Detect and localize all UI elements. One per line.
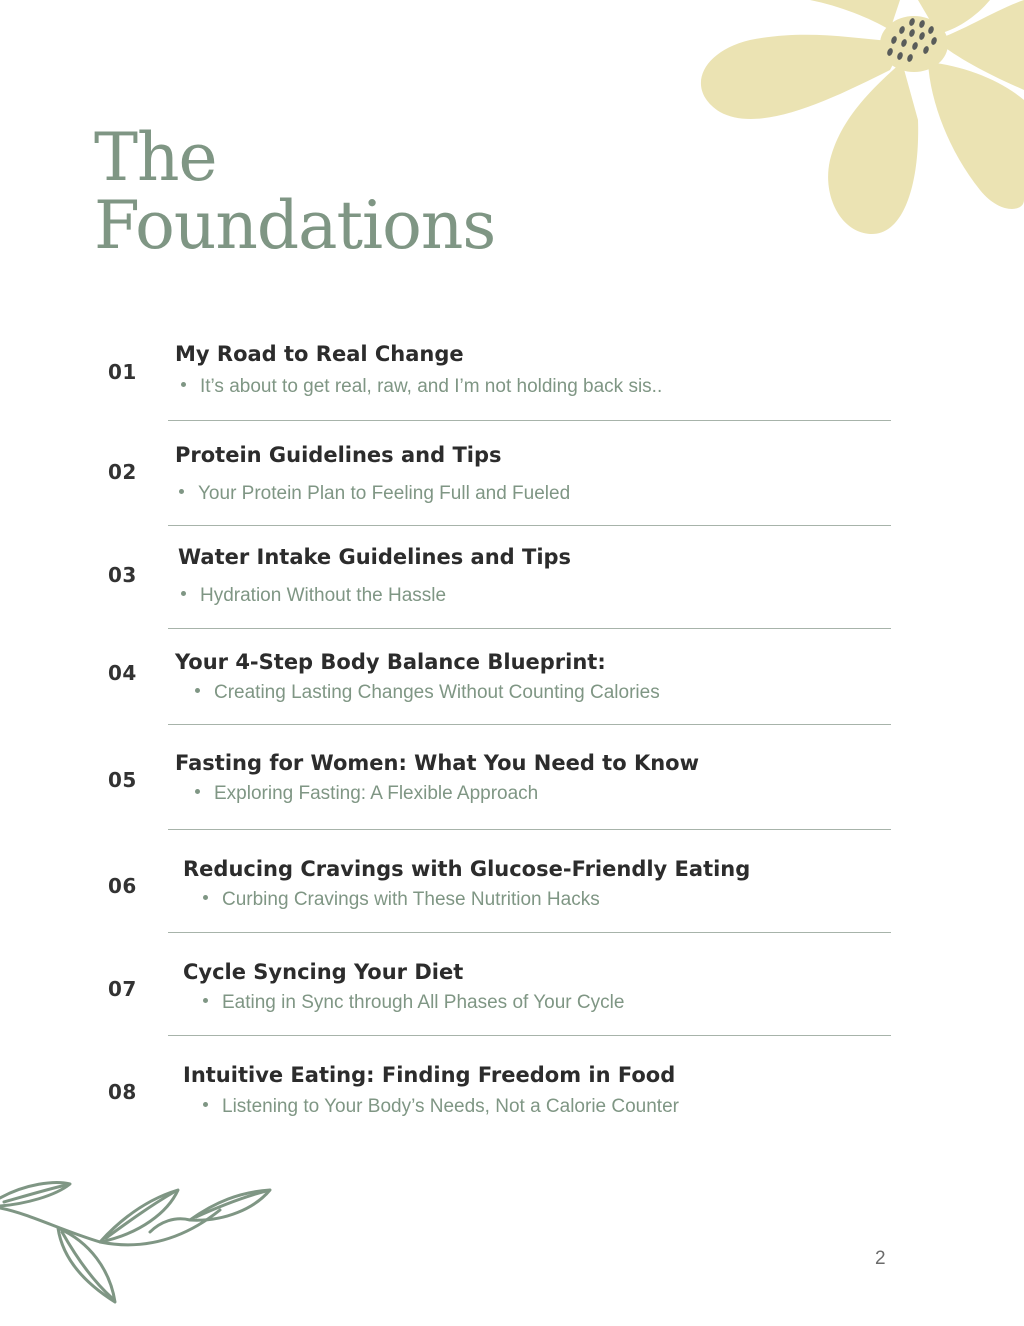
divider [168,628,891,629]
entry-subtitle [203,889,600,911]
entry-number: 05 [108,768,137,792]
entry-heading: Reducing Cravings with Glucose-Friendly Eating [183,857,751,881]
entry-subtitle-text: Listening to Your Body’s Needs, Not a Calorie Counter [222,1096,679,1117]
entry-number: 01 [108,360,137,384]
bullet-icon [179,489,184,494]
entry-number: 07 [108,977,137,1001]
leaf-sprig-icon [0,1170,280,1310]
entry-heading: Fasting for Women: What You Need to Know [175,751,700,775]
entry-subtitle [179,483,570,505]
bullet-icon [181,591,186,596]
bullet-icon [203,895,208,900]
entry-number: 02 [108,460,137,484]
entry-number: 08 [108,1080,137,1104]
page-title-line-2: Foundations [94,187,496,264]
entry-number: 03 [108,563,137,587]
entry-subtitle-text: Hydration Without the Hassle [200,585,447,606]
bullet-icon [203,1102,208,1107]
bullet-icon [181,382,186,387]
entry-subtitle [203,1096,679,1118]
entry-subtitle [181,585,446,607]
entry-subtitle-text: Your Protein Plan to Feeling Full and Fueled [198,483,571,504]
entry-heading: Your 4-Step Body Balance Blueprint: [175,650,606,674]
entry-subtitle-text: Curbing Cravings with These Nutrition Hacks [222,889,600,910]
divider [168,932,891,933]
entry-subtitle-text: Eating in Sync through All Phases of Your Cycle [222,992,625,1013]
page-title-line-1: The [94,119,217,196]
entry-subtitle [195,682,660,704]
entry-heading: My Road to Real Change [175,342,464,366]
entry-subtitle-text: It’s about to get real, raw, and I’m not holding back sis.. [200,376,663,397]
entry-subtitle-text: Creating Lasting Changes Without Counting Calories [214,682,660,703]
entry-heading: Cycle Syncing Your Diet [183,960,464,984]
entry-subtitle [181,376,662,398]
entry-heading: Protein Guidelines and Tips [175,443,502,467]
entry-subtitle [195,783,538,805]
divider [168,829,891,830]
entry-subtitle-text: Exploring Fasting: A Flexible Approach [214,783,539,804]
entry-number: 06 [108,874,137,898]
entry-subtitle [203,992,624,1014]
divider [168,1035,891,1036]
divider [168,525,891,526]
entry-heading: Intuitive Eating: Finding Freedom in Food [183,1063,676,1087]
divider [168,724,891,725]
divider [168,420,891,421]
bullet-icon [195,688,200,693]
entry-heading: Water Intake Guidelines and Tips [178,545,572,569]
page-number: 2 [875,1248,886,1269]
entry-number: 04 [108,661,137,685]
bullet-icon [203,998,208,1003]
bullet-icon [195,789,200,794]
